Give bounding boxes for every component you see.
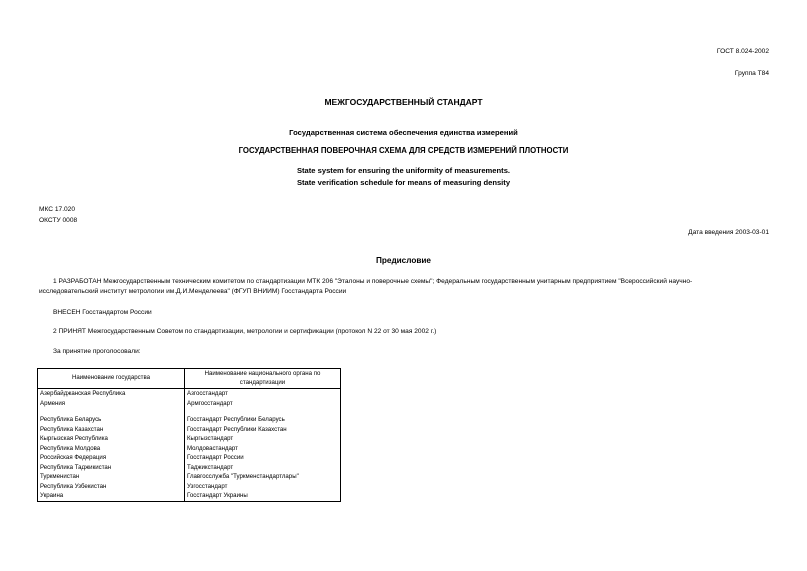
table-row bbox=[38, 434, 341, 444]
table-cell-state: Республика Таджикистан bbox=[38, 463, 185, 473]
table-cell-agency bbox=[185, 408, 341, 415]
english-title-line-2: State verification schedule for means of measuring density bbox=[296, 178, 511, 187]
table-cell-state: Туркменистан bbox=[38, 472, 185, 482]
table-row bbox=[38, 482, 341, 492]
table-cell-state: Российская Федерация bbox=[38, 453, 185, 463]
table-row bbox=[38, 463, 341, 473]
voting-table bbox=[37, 368, 341, 502]
table-cell-agency: Азгосстандарт bbox=[187, 390, 228, 397]
table-cell-state: Кыргызская Республика bbox=[38, 434, 185, 444]
table-cell-agency: Госстандарт Республики Казахстан bbox=[187, 425, 287, 433]
table-row bbox=[38, 444, 341, 454]
table-cell-state: Азербайджанская Республика bbox=[38, 389, 185, 399]
table-cell-agency: Госстандарт Украины bbox=[187, 492, 248, 499]
table-row bbox=[38, 453, 341, 463]
paragraph-developed: 1 РАЗРАБОТАН Межгосударственным техническим комитетом по стандартизации МТК 206 "Эталоны и поверочные схемы"; Федеральным государственным унитарным предприятием "Всероссийский научно- bbox=[53, 278, 693, 285]
main-title: ГОСУДАРСТВЕННАЯ ПОВЕРОЧНАЯ СХЕМА ДЛЯ СРЕДСТВ ИЗМЕРЕНИЙ ПЛОТНОСТИ bbox=[238, 146, 569, 155]
table-row bbox=[38, 389, 341, 399]
table-cell-agency: Армгосстандарт bbox=[187, 399, 233, 407]
okstu-code: ОКСТУ 0008 bbox=[39, 217, 78, 224]
table-header-row bbox=[38, 369, 341, 389]
intro-date: Дата введения 2003-03-01 bbox=[688, 229, 769, 236]
table-row bbox=[38, 399, 341, 409]
paragraph-voted: За принятие проголосовали: bbox=[53, 348, 141, 355]
table-cell-agency: Узгосстандарт bbox=[187, 482, 228, 490]
table-row bbox=[38, 491, 341, 501]
table-cell-state: Республика Узбекистан bbox=[38, 482, 185, 492]
table-header-agency: Наименование национального органа по стандартизации bbox=[185, 369, 341, 389]
table-cell-agency: Таджикстандарт bbox=[187, 463, 234, 471]
mks-code: МКС 17.020 bbox=[39, 206, 76, 213]
paragraph-introduced: ВНЕСЕН Госстандартом России bbox=[53, 309, 152, 316]
group-label: Группа Т84 bbox=[734, 70, 769, 77]
table-row bbox=[38, 472, 341, 482]
table-cell-state: Республика Казахстан bbox=[38, 425, 185, 435]
table-cell-agency: Госстандарт России bbox=[187, 454, 244, 461]
table-row-spacer bbox=[38, 408, 341, 415]
table-cell-agency: Главгосслужба "Туркменстандартлары" bbox=[187, 473, 299, 480]
table-row bbox=[38, 425, 341, 435]
system-title: Государственная система обеспечения единства измерений bbox=[289, 128, 518, 137]
paragraph-adopted: 2 ПРИНЯТ Межгосударственным Советом по стандартизации, метрологии и сертификации (протокол N 22 от 30 мая 2002 г.) bbox=[53, 328, 437, 335]
table-cell-state: Армения bbox=[38, 399, 185, 409]
paragraph-developed-continued: исследовательский институт метрологии им.Д.И.Менделеева" (ФГУП ВНИИМ) Госстандарта России bbox=[39, 288, 347, 295]
table-cell-state: Республика Молдова bbox=[38, 444, 185, 454]
doc-code: ГОСТ 8.024-2002 bbox=[716, 48, 769, 55]
table-row bbox=[38, 415, 341, 425]
table-cell-agency: Кыргызстандарт bbox=[187, 435, 234, 442]
table-cell-state bbox=[38, 408, 185, 415]
english-title-line-1: State system for ensuring the uniformity of measurements. bbox=[296, 166, 511, 175]
table-cell-state: Украина bbox=[38, 491, 185, 501]
table-cell-agency: Молдовастандарт bbox=[187, 444, 238, 452]
foreword-heading: Предисловие bbox=[376, 256, 431, 265]
table-header-state: Наименование государства bbox=[38, 369, 185, 389]
table-cell-agency: Госстандарт Республики Беларусь bbox=[187, 416, 285, 423]
standard-title: МЕЖГОСУДАРСТВЕННЫЙ СТАНДАРТ bbox=[324, 97, 483, 107]
table-cell-state: Республика Беларусь bbox=[38, 415, 185, 425]
